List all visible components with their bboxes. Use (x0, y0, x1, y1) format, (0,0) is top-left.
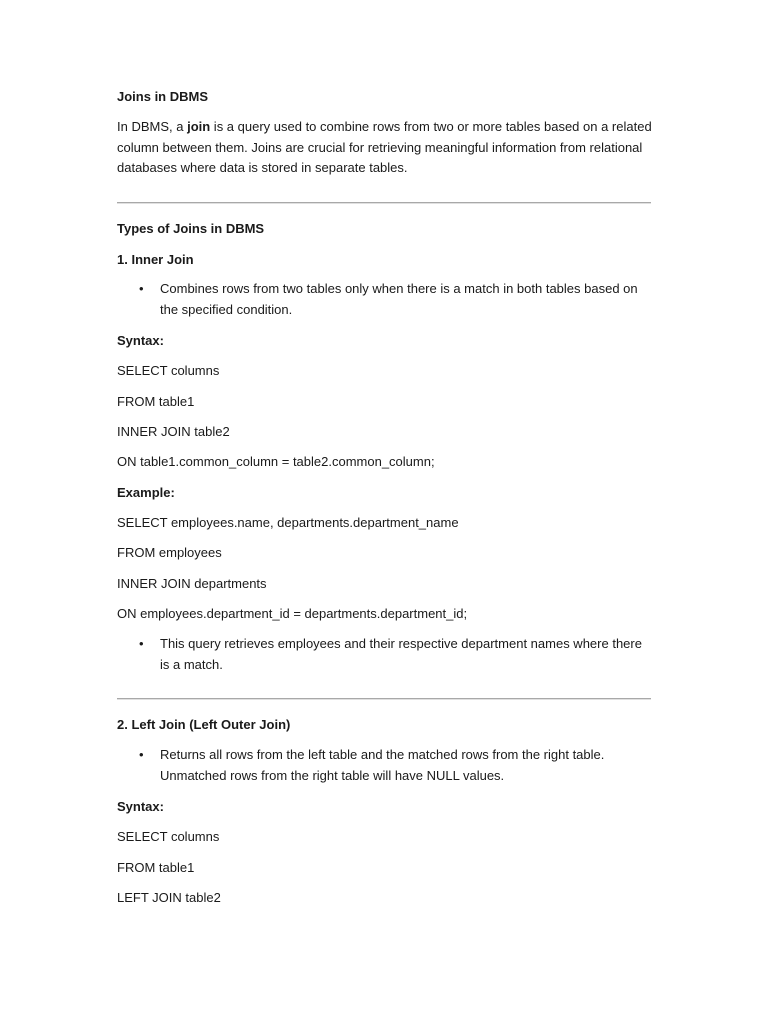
intro-term: join (187, 119, 211, 134)
code-line: SELECT columns (117, 363, 220, 378)
code-line: LEFT JOIN table2 (117, 890, 221, 905)
section-title: Types of Joins in DBMS (117, 221, 265, 236)
section-divider (117, 202, 651, 204)
inner-join-example-label: Example: (117, 485, 175, 500)
code-line: FROM table1 (117, 394, 195, 409)
inner-join-example-bullet: This query retrieves employees and their respective department names where there is a match. (160, 636, 642, 672)
bullet-dot: • (139, 281, 144, 296)
page-title: Joins in DBMS (117, 89, 209, 104)
code-line: ON employees.department_id = departments.department_id; (117, 606, 468, 621)
code-line: INNER JOIN departments (117, 576, 267, 591)
inner-join-heading: 1. Inner Join (117, 252, 194, 267)
bullet-dot: • (139, 636, 144, 651)
code-line: FROM employees (117, 545, 222, 560)
bullet-dot: • (139, 747, 144, 762)
intro-suffix: is a query used to combine rows from two or more tables based on a related column between them. Joins are crucial for retrieving meaningful information from relational databases where data is stored in separate tables. (117, 119, 652, 175)
code-line: SELECT columns (117, 829, 220, 844)
inner-join-syntax-label: Syntax: (117, 333, 164, 348)
section-divider (117, 698, 651, 700)
inner-join-bullet: Combines rows from two tables only when there is a match in both tables based on the specified condition. (160, 281, 638, 317)
code-line: SELECT employees.name, departments.department_name (117, 515, 459, 530)
code-line: ON table1.common_column = table2.common_column; (117, 454, 435, 469)
left-join-bullet: Returns all rows from the left table and the matched rows from the right table. Unmatched rows from the right table will have NULL values. (160, 747, 605, 783)
left-join-heading: 2. Left Join (Left Outer Join) (117, 717, 291, 732)
intro-prefix: In DBMS, a (117, 119, 188, 134)
left-join-syntax-label: Syntax: (117, 799, 164, 814)
code-line: INNER JOIN table2 (117, 424, 230, 439)
intro-paragraph (117, 117, 652, 179)
code-line: FROM table1 (117, 860, 195, 875)
